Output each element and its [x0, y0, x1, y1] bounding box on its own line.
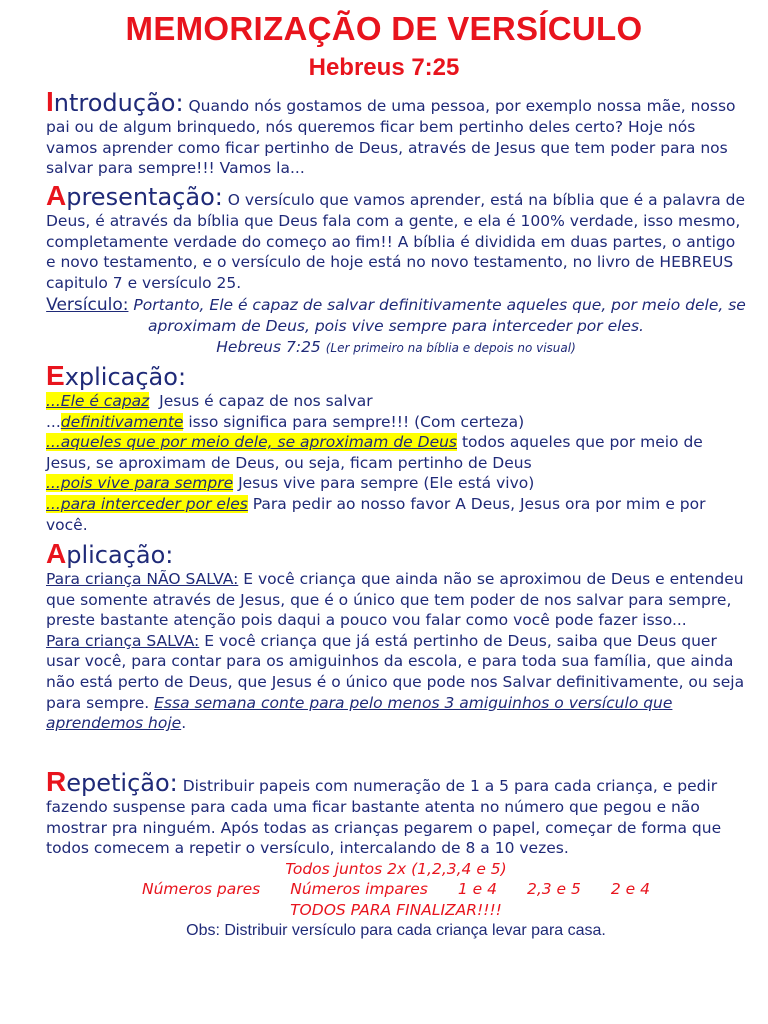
repeticao-text: Distribuir papeis com numeração de 1 a 5 para cada criança, e pedir fazendo suspense para cada uma ficar bastante atenta no número que pegou e não mostrar pra ninguém. Após todas as crianças pegarem o papel, começar de forma que todos comecem a repetir o versículo, intercalando de 8 a 10 vezes. — [46, 777, 722, 858]
explicacao-item: ...Ele é capaz Jesus é capaz de nos salvar — [46, 392, 373, 410]
repeticao-groups — [46, 879, 746, 900]
page-subtitle: Hebreus 7:25 — [308, 54, 460, 81]
group-label: 2,3 e 5 — [526, 880, 581, 899]
page-title: MEMORIZAÇÃO DE VERSÍCULO — [125, 10, 643, 47]
repeticao-line-3: TODOS PARA FINALIZAR!!!! — [290, 900, 502, 919]
aplicacao-salva: Para criança SALVA: E você criança que já está pertinho de Deus, saiba que Deus quer usar você, para contar para os amiguinhos da escola, e para toda sua família, que ainda não está perto de Deus, que Jesus é o único que pode nos Salvar definitivamente, ou seja para sempre. Essa semana conte para pelo menos 3 amiguinhos o versículo que aprendemos hoje. — [46, 631, 745, 733]
section-heading: Aplicação: — [46, 538, 174, 569]
verse-block — [46, 295, 746, 336]
obs-note: Obs: Distribuir versículo para cada criança levar para casa. — [186, 921, 606, 939]
repeticao-line-1: Todos juntos 2x (1,2,3,4 e 5) — [285, 859, 507, 878]
section-heading: Explicação: — [46, 360, 187, 391]
group-label: 1 e 4 — [457, 880, 497, 899]
explicacao-item: ...definitivamente isso significa para sempre!!! (Com certeza) — [46, 412, 525, 431]
section-introducao — [46, 88, 746, 179]
section-repeticao — [46, 768, 746, 941]
verse-reference: Hebreus 7:25 (Ler primeiro na bíblia e depois no visual) — [216, 337, 576, 356]
group-label: Números impares — [290, 880, 428, 899]
apresentacao-text: O versículo que vamos aprender, está na bíblia que é a palavra de Deus, é através da bíblia que Deus fala com a gente, e ela é 100% verdade, isso mesmo, completamente verdade do começo ao fim!! A bíblia é dividida em duas partes, o antigo e novo testamento, e o versículo de hoje está no novo testamento, no livro de HEBREUS capitulo 7 e versículo 25. — [46, 191, 746, 292]
intro-text: Quando nós gostamos de uma pessoa, por exemplo nossa mãe, nosso pai ou de algum brinquedo, nós queremos ficar bem pertinho deles certo? Hoje nós vamos aprender como ficar pertinho de Deus, através de Jesus que tem poder para nos salvar para sempre!!! Vamos la... — [46, 97, 736, 178]
verse-label: Versículo: — [46, 295, 129, 316]
section-explicacao — [46, 362, 746, 535]
section-heading: Introdução: — [46, 86, 184, 117]
explicacao-item: ...para interceder por eles Para pedir ao nosso favor A Deus, Jesus ora por mim e por você. — [46, 494, 706, 534]
group-label: 2 e 4 — [610, 880, 651, 899]
aplicacao-nao-salva: Para criança NÃO SALVA: E você criança que ainda não se aproximou de Deus e entendeu que somente através de Jesus, que é o único que tem poder de nos salvar para sempre, preste bastante atenção pois daqui a pouco vou falar como você pode fazer isso... — [46, 570, 744, 630]
explicacao-item: ...pois vive para sempre Jesus vive para sempre (Ele está vivo) — [46, 474, 535, 493]
section-heading: Apresentação: — [46, 180, 223, 211]
group-label: Números pares — [141, 880, 261, 899]
verse-text: Portanto, Ele é capaz de salvar definitivamente aqueles que, por meio dele, se aproximam de Deus, pois vive sempre para interceder por eles. — [133, 296, 746, 335]
section-heading: Repetição: — [46, 766, 178, 797]
section-apresentacao — [46, 182, 746, 358]
section-aplicacao — [46, 540, 746, 734]
explicacao-item: ...aqueles que por meio dele, se aproximam de Deus todos aqueles que por meio de Jesus, se aproximam de Deus, ou seja, ficam pertinho de Deus — [46, 433, 703, 472]
